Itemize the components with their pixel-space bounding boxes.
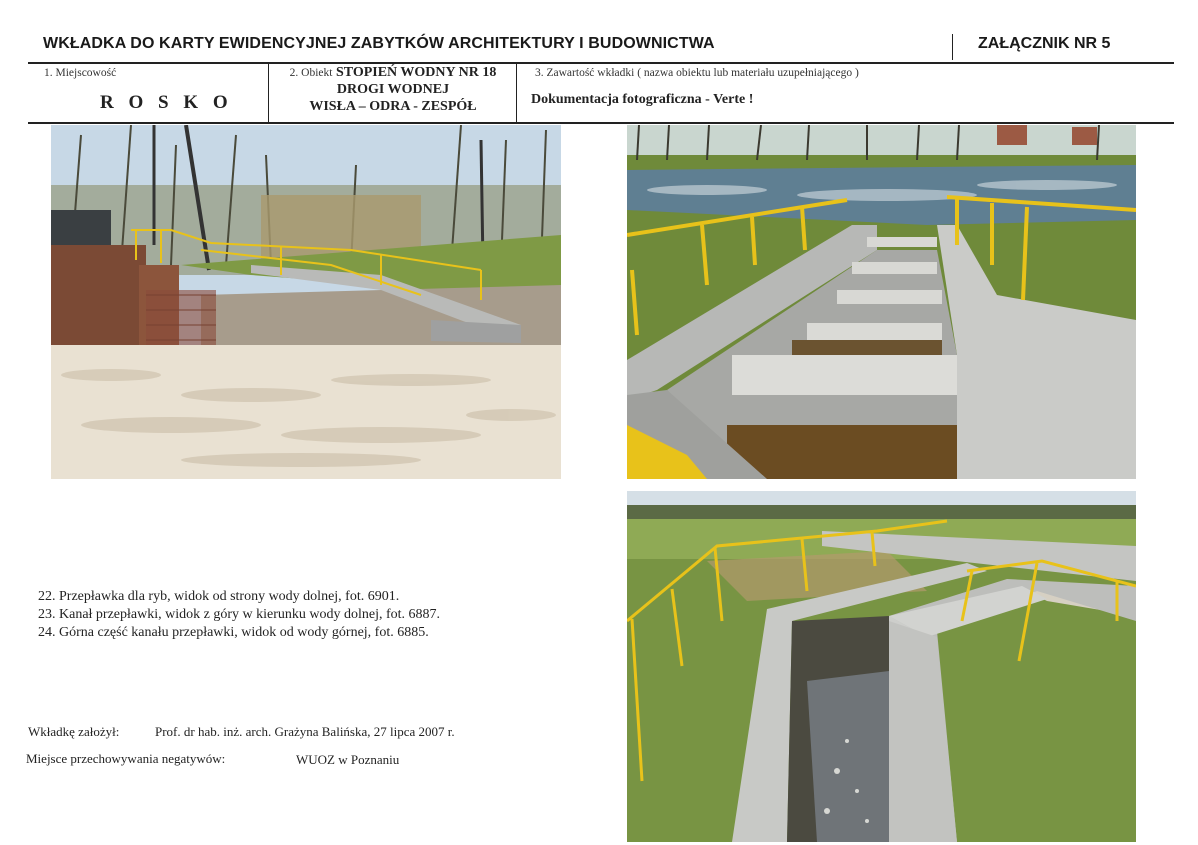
object-line-3: WISŁA – ODRA - ZESPÓŁ — [309, 99, 477, 114]
object-field — [270, 65, 516, 115]
storage-label: Miejsce przechowywania negatywów: — [26, 751, 226, 766]
header-rule — [28, 62, 1174, 64]
photo-fish-pass-downstream — [51, 125, 561, 479]
storage-value: WUOZ w Poznaniu — [296, 752, 400, 767]
content-value: Dokumentacja fotograficzna - Verte ! — [531, 92, 754, 107]
caption-photo-24: 24. Górna część kanału przepławki, widok od wody górnej, fot. 6885. — [38, 625, 429, 640]
content-label: 3. Zawartość wkładki ( nazwa obiektu lub materiału uzupełniającego ) — [535, 67, 859, 79]
header-divider — [952, 34, 953, 60]
object-line-2: DROGI WODNEJ — [336, 82, 450, 97]
field-divider-1 — [268, 63, 269, 123]
field-rule — [28, 122, 1174, 124]
object-label: 2. Obiekt — [289, 67, 333, 79]
place-label: 1. Miejscowość — [44, 67, 117, 79]
photo-fish-pass-upper-part — [627, 491, 1136, 842]
field-divider-2 — [516, 63, 517, 123]
card-title: WKŁADKA DO KARTY EWIDENCYJNEJ ZABYTKÓW ARCHITEKTURY I BUDOWNICTWA — [43, 35, 715, 52]
annex-number: ZAŁĄCZNIK NR 5 — [978, 35, 1111, 52]
caption-photo-23: 23. Kanał przepławki, widok z góry w kierunku wody dolnej, fot. 6887. — [38, 607, 441, 622]
caption-photo-22: 22. Przepławka dla ryb, widok od strony wody dolnej, fot. 6901. — [38, 589, 400, 604]
place-value: R O S K O — [100, 92, 233, 113]
founded-label: Wkładkę założył: — [28, 724, 120, 739]
object-line-1: STOPIEŃ WODNY NR 18 — [335, 65, 497, 80]
founded-value: Prof. dr hab. inż. arch. Grażyna Balińska, 27 lipca 2007 r. — [155, 724, 455, 739]
photo-fish-pass-channel-above — [627, 125, 1136, 479]
